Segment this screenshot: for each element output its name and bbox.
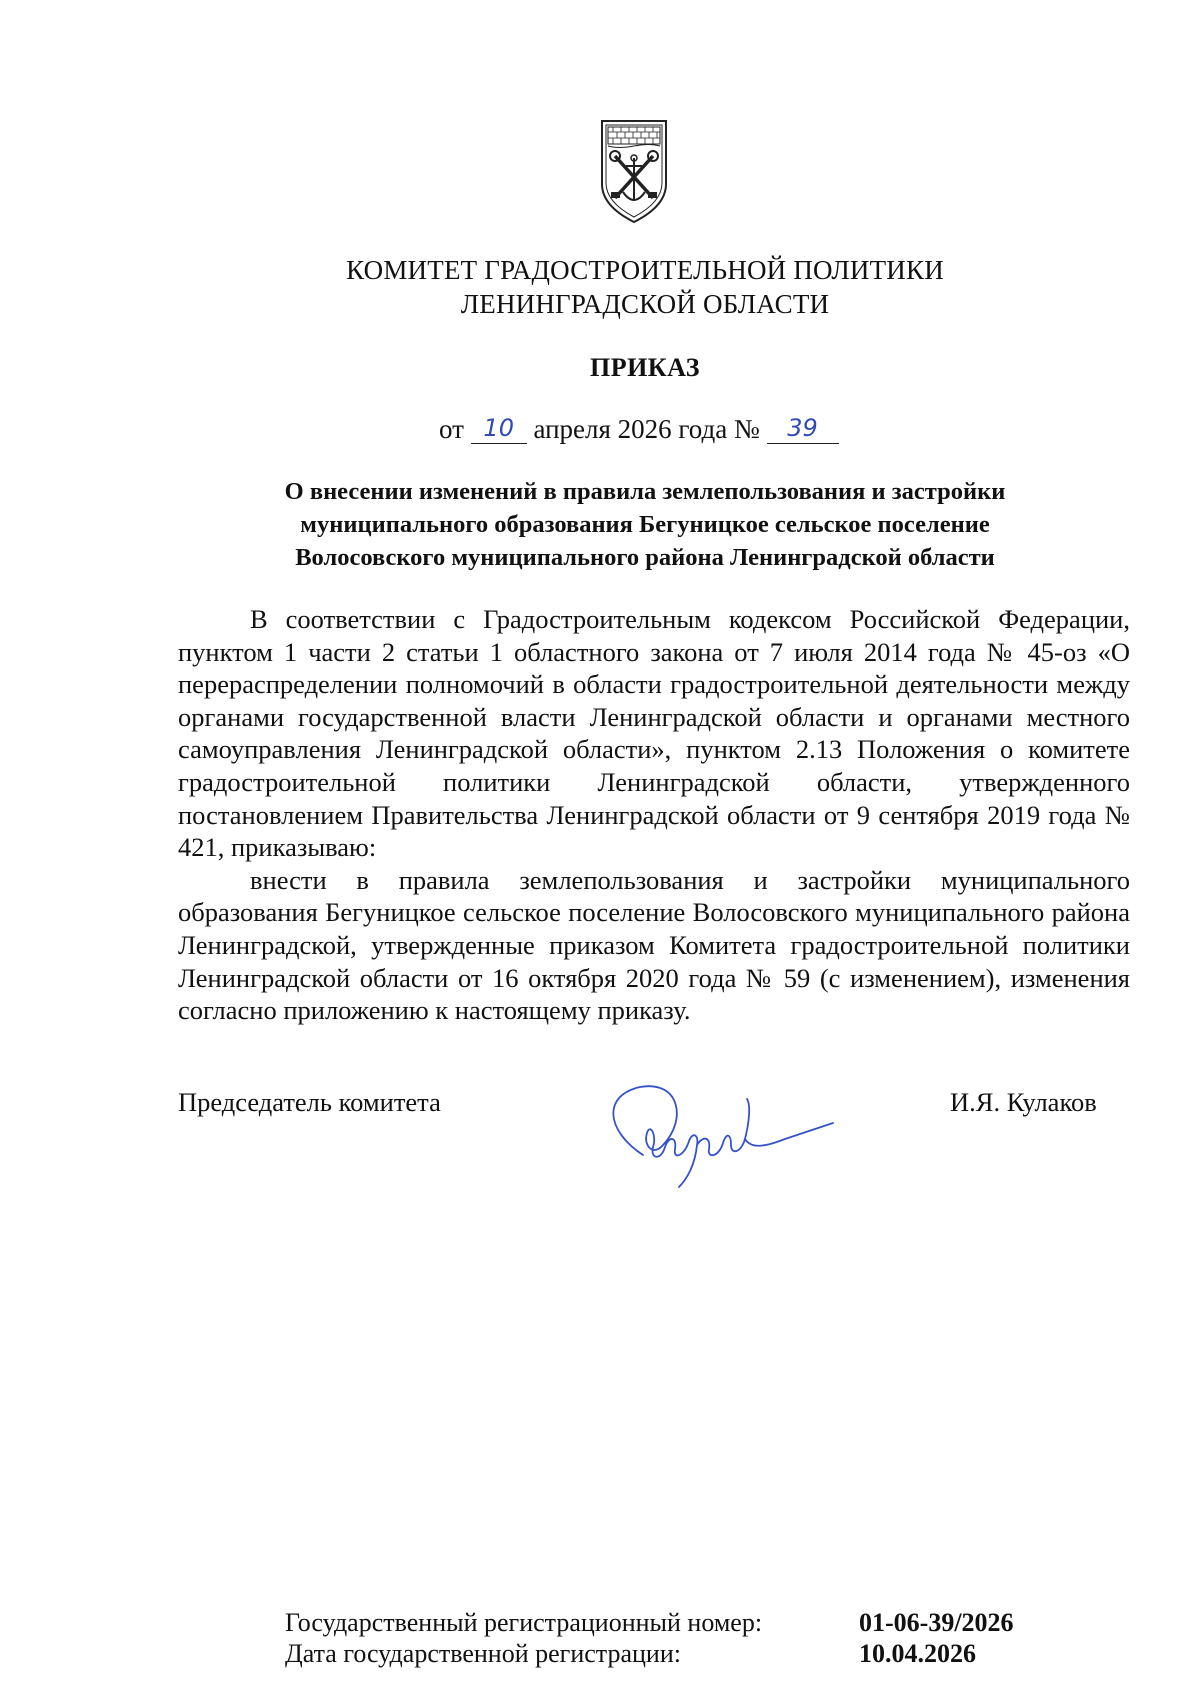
order-number-field (767, 416, 839, 444)
body-paragraph-1: В соответствии с Градостроительным кодексом Российской Федерации, пунктом 1 части 2 статьи 1 областного закона от 7 июля 2014 года № 45-оз «О перераспределении полномочий в области градостроительной деятельности между органами государственной власти Ленинградской области и органами местного самоуправления Ленинградской области», пунктом 2.13 Положения о комитете градостроительной политики Ленинградской области, утвержденного постановлением Правительства Ленинградской области от 9 сентября 2019 года № 421, приказываю: (178, 604, 1130, 863)
registration-number-row (285, 1607, 1014, 1638)
day-field (471, 416, 527, 444)
subject-line2: муниципального образования Бегуницкое сельское поселение (300, 511, 990, 538)
signatory-name: И.Я. Кулаков (950, 1087, 1097, 1117)
date-prefix: от (439, 414, 464, 444)
registration-date-row (285, 1638, 1014, 1669)
registration-number-label: Государственный регистрационный номер: (285, 1608, 763, 1637)
document-type: ПРИКАЗ (589, 353, 701, 382)
registration-number-value: 01-06-39/2026 (859, 1608, 1014, 1637)
subject-line3: Волосовского муниципального района Ленинградской области (295, 544, 995, 571)
registration-block (285, 1607, 1014, 1669)
order-body (178, 603, 1130, 1027)
handwritten-signature (595, 1075, 835, 1195)
organization-name-line2: ЛЕНИНГРАДСКОЙ ОБЛАСТИ (460, 289, 830, 319)
order-date-line (439, 414, 839, 445)
day-value: 10 (483, 414, 514, 442)
registration-date-label: Дата государственной регистрации: (285, 1639, 681, 1668)
coat-of-arms-icon (599, 118, 669, 225)
organization-name (0, 253, 1200, 321)
organization-name-line1: КОМИТЕТ ГРАДОСТРОИТЕЛЬНОЙ ПОЛИТИКИ (346, 255, 944, 285)
registration-date-value: 10.04.2026 (859, 1639, 976, 1668)
subject-line1: О внесении изменений в правила землепользования и застройки (284, 478, 1006, 505)
order-number-value: 39 (787, 414, 818, 442)
order-subject (180, 475, 1110, 574)
body-paragraph-2: внести в правила землепользования и застройки муниципального образования Бегуницкое сельское поселение Волосовского муниципального района Ленинградской, утвержденные приказом Комитета градостроительной политики Ленинградской области от 16 октября 2020 года № 59 (с изменением), изменения согласно приложению к настоящему приказу. (178, 864, 1130, 1026)
signatory-role: Председатель комитета (178, 1087, 441, 1117)
signature-stroke (613, 1086, 833, 1187)
date-middle: апреля 2026 года № (533, 414, 760, 444)
